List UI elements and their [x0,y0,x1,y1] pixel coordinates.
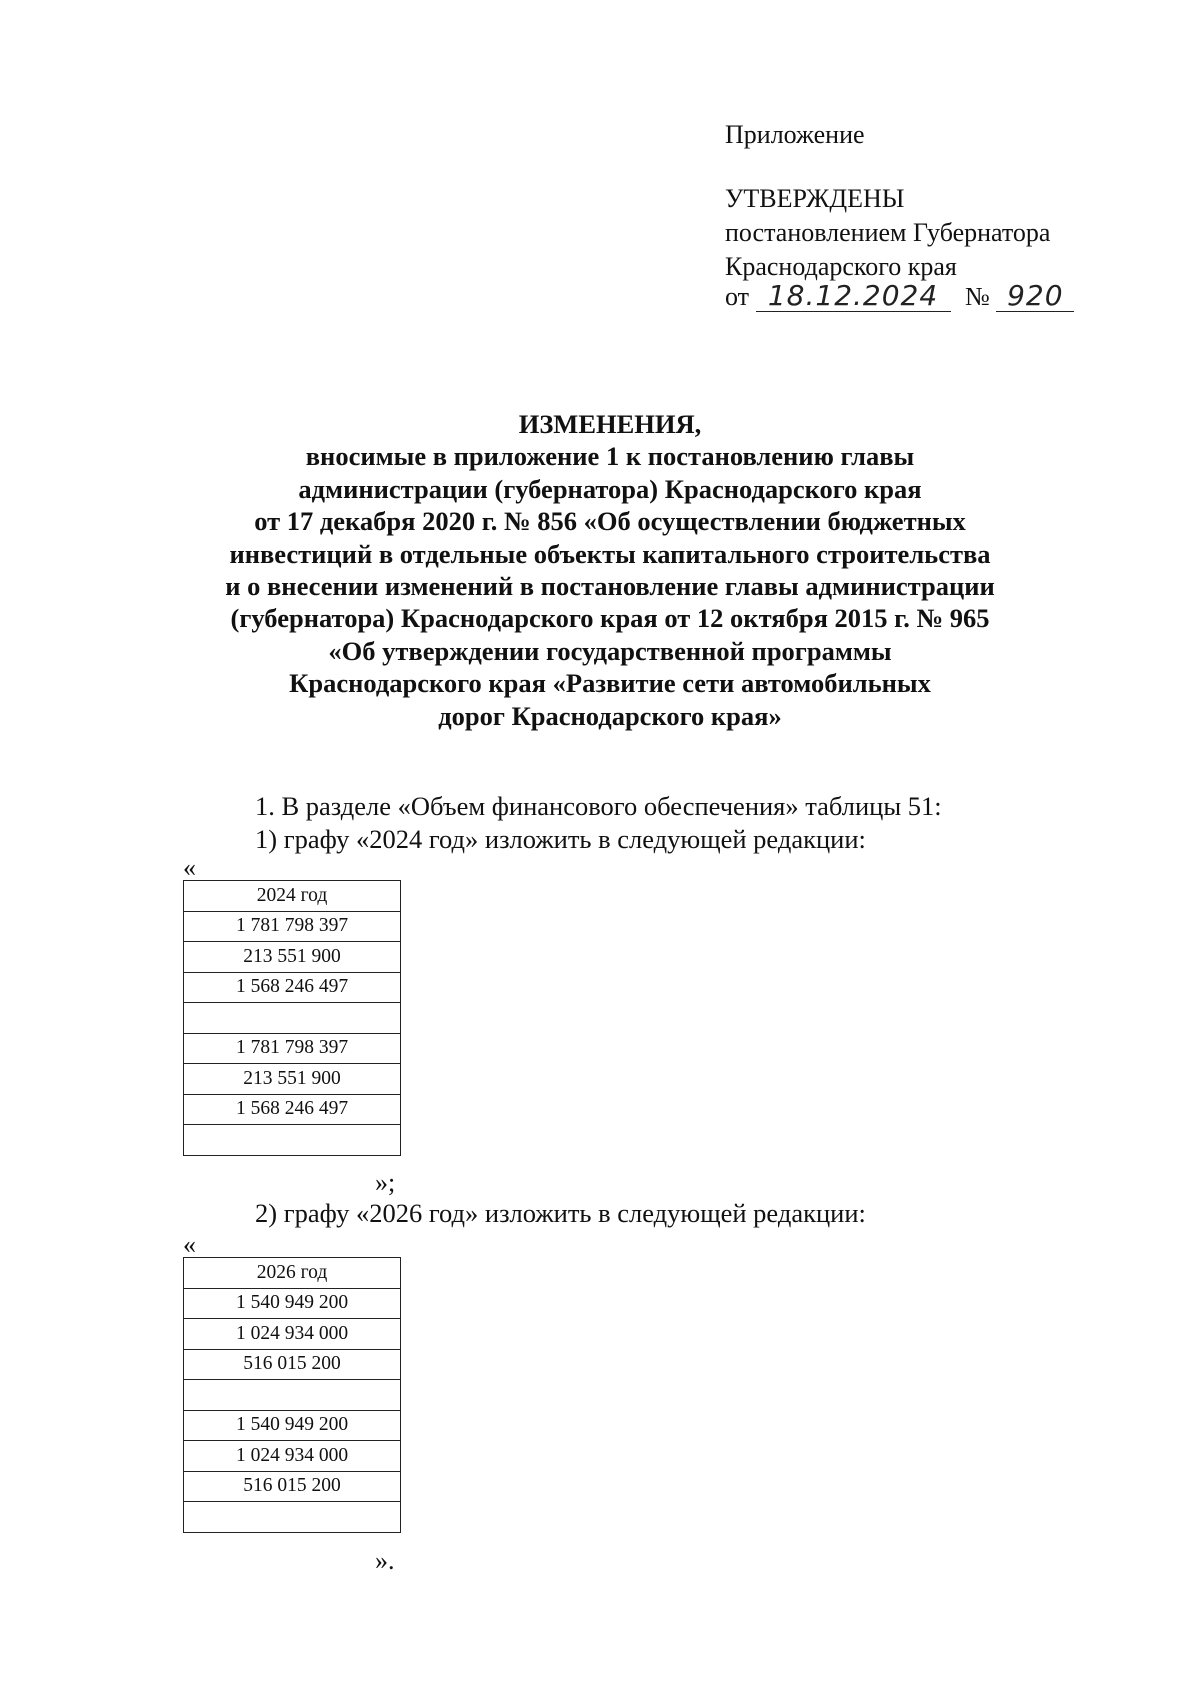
close-quote-2: ». [375,1546,395,1575]
table-cell [184,1125,401,1156]
title-line: от 17 декабря 2020 г. № 856 «Об осуществлении бюджетных [254,506,966,537]
table-header-cell: 2024 год [184,881,401,912]
table-cell: 1 024 934 000 [184,1441,401,1472]
table-row [184,1502,401,1533]
table-row [184,1258,401,1289]
table-row [184,881,401,912]
number-label: № [965,282,990,311]
handwritten-number: 920 [996,281,1074,312]
table-cell: 1 540 949 200 [184,1410,401,1441]
subitem-1-text: 1) графу «2024 год» изложить в следующей редакции: [255,824,866,854]
table-cell: 516 015 200 [184,1349,401,1380]
table-cell: 1 568 246 497 [184,1094,401,1125]
handwritten-date: 18.12.2024 [756,281,951,312]
table-cell: 1 781 798 397 [184,1033,401,1064]
title-line: Краснодарского края «Развитие сети автомобильных [289,668,931,699]
table-row [184,1410,401,1441]
table-row [184,1064,401,1095]
table-row [184,1125,401,1156]
table-cell: 213 551 900 [184,1064,401,1095]
table-row [184,1033,401,1064]
table-cell: 1 024 934 000 [184,1319,401,1350]
table-cell: 213 551 900 [184,942,401,973]
item-1-text: 1. В разделе «Объем финансового обеспечения» таблицы 51: [255,791,942,821]
table-row [184,1319,401,1350]
table-row [184,1003,401,1034]
table-cell: 1 781 798 397 [184,911,401,942]
table-cell [184,1380,401,1411]
title-line: «Об утверждении государственной программы [328,635,892,666]
title-line: дорог Краснодарского края» [438,700,782,731]
table-cell: 1 540 949 200 [184,1288,401,1319]
table-row [184,1380,401,1411]
table-cell: 1 568 246 497 [184,972,401,1003]
table-row [184,1441,401,1472]
table-row [184,972,401,1003]
approved-label: УТВЕРЖДЕНЫ [725,184,905,213]
table-row [184,1349,401,1380]
title-line: и о внесении изменений в постановление главы администрации [225,571,995,602]
title-line: (губернатора) Краснодарского края от 12 октября 2015 г. № 965 [230,603,990,634]
subitem-2-text: 2) графу «2026 год» изложить в следующей редакции: [255,1198,866,1228]
title-line: администрации (губернатора) Краснодарского края [298,473,922,504]
title-line: инвестиций в отдельные объекты капитального строительства [229,538,991,569]
table-cell [184,1003,401,1034]
table-2026 [183,1257,401,1533]
document-title [150,408,1070,732]
table-cell [184,1502,401,1533]
table-2024 [183,880,401,1156]
table-row [184,1471,401,1502]
close-quote-1: »; [375,1168,396,1197]
table-row [184,1094,401,1125]
approved-by-line: постановлением Губернатора [725,218,1051,247]
table-header-cell: 2026 год [184,1258,401,1289]
from-label: от [725,282,750,311]
title-heading: ИЗМЕНЕНИЯ, [518,409,702,439]
open-quote-2: « [183,1230,196,1259]
table-row [184,1288,401,1319]
appendix-label: Приложение [725,120,865,149]
table-row [184,942,401,973]
table-cell: 516 015 200 [184,1471,401,1502]
title-line: вносимые в приложение 1 к постановлению главы [305,441,915,472]
approved-region-line: Краснодарского края [725,252,957,281]
approval-date-line [725,280,1074,314]
table-row [184,911,401,942]
open-quote-1: « [183,853,196,882]
